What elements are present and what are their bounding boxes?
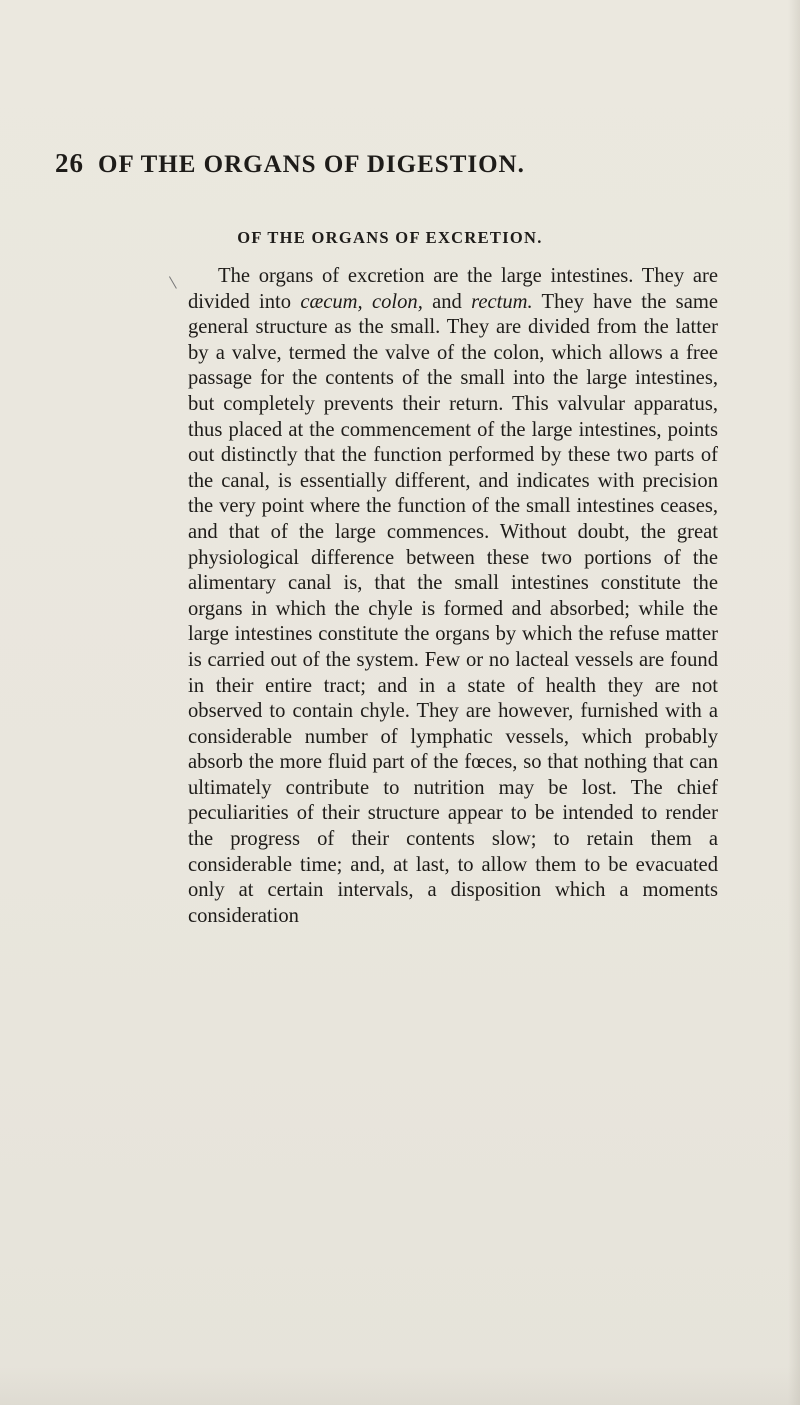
body-text — [188, 264, 718, 929]
term-rectum: rectum. — [471, 290, 533, 313]
term-colon: colon, — [371, 290, 423, 313]
paragraph-intro: The organs of excretion are the large intestines. They are divided into — [188, 265, 718, 313]
section-title: OF THE ORGANS OF EXCRETION. — [237, 228, 543, 247]
separator: and — [422, 290, 472, 313]
paragraph-rest: They have the same general structure as the small. They are divided from the latter by a valve, termed the valve of the colon, which allows a free passage for the contents of the small into the large intestines, but completely prevents their return. This valvular apparatus, thus placed at the commencement of the large intestines, points out distinctly that the function performed by these two parts of the canal, is essentially different, and indicates with precision the very point where the function of the small intestines ceases, and that of the large commences. Without doubt, the great physiological difference between these two portions of the alimentary canal is, that the small intestines constitute the organs in which the chyle is formed and absorbed; while the large intestines constitute the organs by which the refuse matter is carried out of the system. Few or no lacteal vessels are found in their entire tract; and in a state of health they are not observed to contain chyle. They are however, furnished with a considerable number of lymphatic vessels, which probably absorb the more fluid part of the fœces, so that nothing that can ultimately contribute to nutrition may be lost. The chief peculiarities of their structure appear to be intended to render the progress of their contents slow; to retain them a considerable time; and, at last, to allow them to be evacuated only at certain intervals, a disposition which a moments consideration — [188, 290, 718, 927]
page-edge — [788, 0, 800, 1405]
separator — [363, 291, 372, 313]
running-head-title: OF THE ORGANS OF DIGESTION. — [98, 151, 525, 178]
term-caecum: cæcum, — [300, 290, 363, 313]
page-number: 26 — [55, 148, 84, 178]
page-bottom-shade — [0, 1365, 800, 1405]
margin-tick — [169, 273, 182, 289]
paragraph — [188, 264, 718, 929]
running-head — [55, 148, 755, 179]
